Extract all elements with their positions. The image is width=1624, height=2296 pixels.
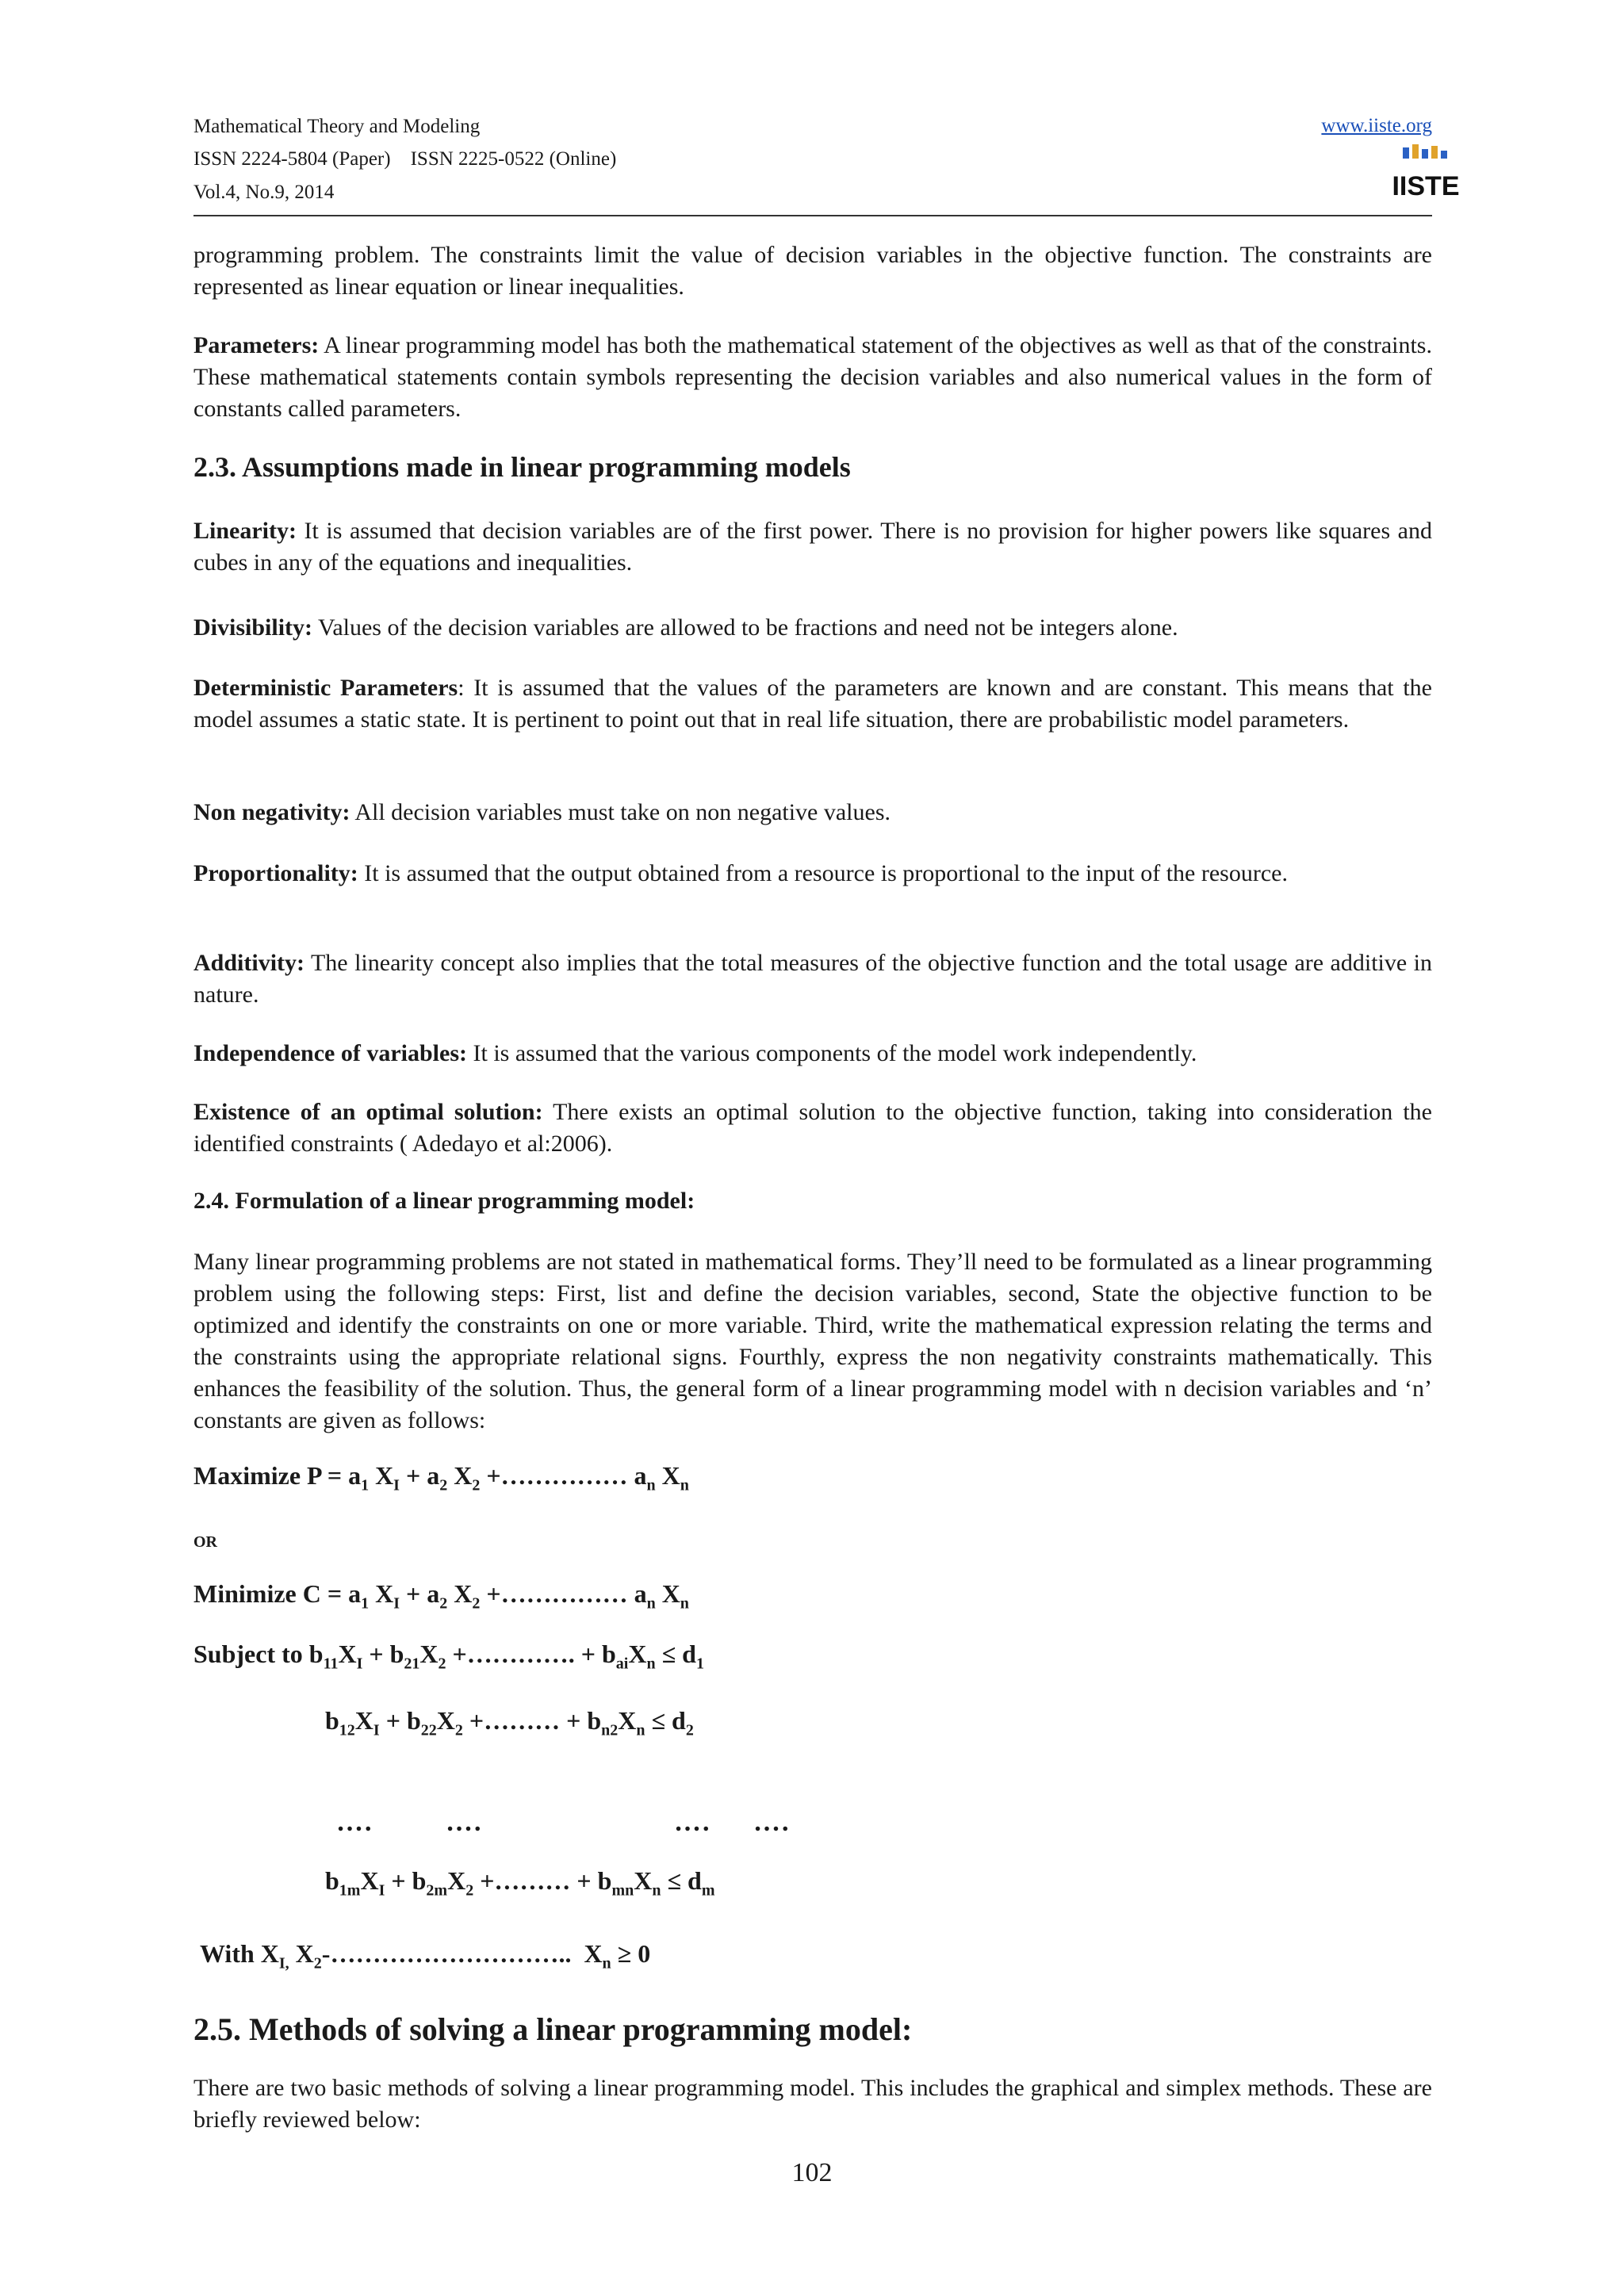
website-link[interactable]: www.iiste.org [1321,115,1432,136]
or-label: OR [193,1533,217,1551]
non-negativity-constraint: With $X_{I,}$ $X_2-\dots\dots\dots\dots\dots\dots\dots\dots\dots$.. $X_n \ge 0$ [200,1939,651,1973]
iiste-logo-icon [1392,143,1460,203]
journal-title: Mathematical Theory and Modeling [193,116,481,137]
ellipsis-2: …. [446,1808,483,1837]
volume-line: Vol.4, No.9, 2014 [193,182,335,203]
assumption-divisibility: Divisibility: Values of the decision variables are allowed to be fractions and need not be integers alone. [193,614,1178,641]
assumption-independence: Independence of variables: It is assumed that the various components of the model work independently. [193,1040,1197,1066]
assumption-optimal-solution: Existence of an optimal solution: There exists an optimal solution to the objective function, taking into consideration the identified constraints ( Adedayo et al:2006). [193,1099,1432,1157]
section-2-4-heading: 2.4. Formulation of a linear programming model: [193,1188,695,1214]
ellipsis-3: …. [674,1808,711,1837]
constraint-2: $b_{12}X_I + b_{22}X_2$ +……… + $b_{n2}X_n \le d_2$ [325,1706,694,1739]
ellipsis-1: …. [336,1808,373,1837]
constraint-m: $b_{1m}X_I + b_{2m}X_2$ +……… + $b_{mn}X_n \le d_m$ [325,1866,715,1900]
section-2-3-heading: 2.3. Assumptions made in linear programming models [193,451,851,483]
parameters-paragraph: Parameters: A linear programming model has both the mathematical statement of the objectives as well as that of the constraints. These mathematical statements contain symbols representing the decision variables and also numerical values in the form of constants called parameters. [193,332,1432,422]
formulation-paragraph: Many linear programming problems are not stated in mathematical forms. They’ll need to be formulated as a linear programming problem using the following steps: First, list and define the decision variables, second, State the objective function to be optimized and identify the constraints on one or more variable. Third, write the mathematical expression relating the terms and the constraints using the appropriate relational signs. Fourthly, express the non negativity constraints mathematically. This enhances the feasibility of the solution. Thus, the general form of a linear programming model with n decision variables and ‘n’ constants are given as follows: [193,1249,1432,1433]
assumption-deterministic: Deterministic Parameters: It is assumed that the values of the parameters are known and are constant. This means that the model assumes a static state. It is pertinent to point out that in real life situation, there are probabilistic model parameters. [193,675,1432,733]
page-number: 102 [791,2158,833,2187]
equation-minimize: Minimize $C = a_1$ $X_I + a_2$ $X_2$ +…………… $a_n$ $X_n$ [193,1579,689,1613]
assumption-proportionality: Proportionality: It is assumed that the output obtained from a resource is proportional to the input of the resource. [193,860,1288,886]
assumption-additivity: Additivity: The linearity concept also implies that the total measures of the objective function and the total usage are additive in nature. [193,950,1432,1008]
intro-paragraph: programming problem. The constraints limit the value of decision variables in the objective function. The constraints are represented as linear equation or linear inequalities. [193,242,1432,300]
methods-paragraph: There are two basic methods of solving a linear programming model. This includes the graphical and simplex methods. These are briefly reviewed below: [193,2075,1432,2133]
assumption-linearity: Linearity: It is assumed that decision variables are of the first power. There is no provision for higher powers like squares and cubes in any of the equations and inequalities. [193,518,1432,576]
ellipsis-4: …. [753,1808,791,1837]
assumption-non-negativity: Non negativity: All decision variables must take on non negative values. [193,799,891,825]
constraint-1: Subject to $b_{11}X_I + b_{21}X_2$ +…………. + $b_{ai}X_n \le d_1$ [193,1640,704,1673]
svg-text:IISTE: IISTE [1392,171,1460,201]
issn-line: ISSN 2224-5804 (Paper) ISSN 2225-0522 (Online) [193,148,617,170]
section-2-5-heading: 2.5. Methods of solving a linear programming model: [193,2011,913,2047]
equation-maximize: Maximize $P = a_1$ $X_I + a_2$ $X_2$ +…………… $a_n$ $X_n$ [193,1461,689,1494]
header-rule [193,215,1432,216]
